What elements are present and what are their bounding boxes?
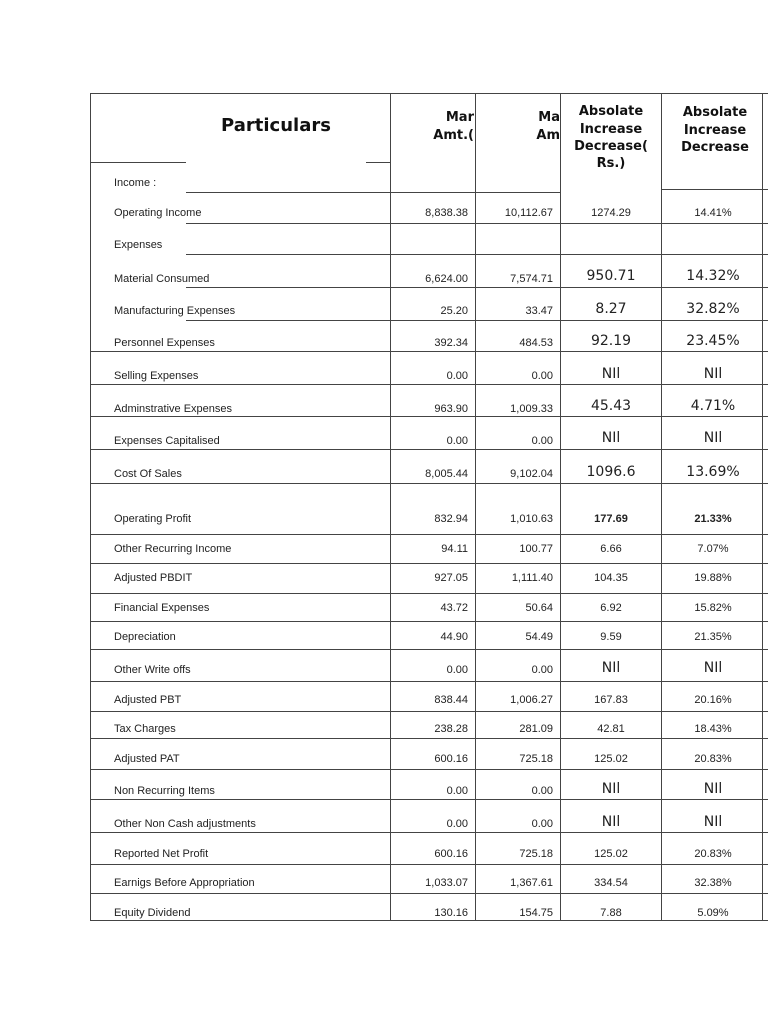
row-line bbox=[186, 223, 768, 224]
row-value-prev: 25.20 bbox=[440, 305, 468, 317]
row-pct-change: 20.16% bbox=[694, 694, 732, 706]
row-label-other-write-offs: Other Write offs bbox=[114, 664, 191, 676]
col3-header-line4: Rs.) bbox=[596, 156, 626, 171]
row-abs-change: NIl bbox=[601, 781, 621, 797]
row-abs-change: 7.88 bbox=[600, 907, 622, 919]
col3-header-line3: Decrease( bbox=[574, 139, 648, 154]
table-top-border bbox=[90, 93, 768, 94]
row-line bbox=[90, 893, 768, 894]
row-label-cost-of-sales: Cost Of Sales bbox=[114, 468, 182, 480]
row-pct-change: 20.83% bbox=[694, 848, 732, 860]
row-value-prev: 43.72 bbox=[440, 602, 468, 614]
row-label-earnings-before-appropriation: Earnigs Before Appropriation bbox=[114, 877, 255, 889]
row-pct-change: 13.69% bbox=[686, 464, 740, 480]
row-abs-change: 6.66 bbox=[600, 543, 622, 555]
row-line bbox=[186, 320, 768, 321]
row-pct-change: NIl bbox=[703, 430, 723, 446]
row-pct-change: NIl bbox=[703, 814, 723, 830]
row-value-curr: 100.77 bbox=[519, 543, 553, 555]
row-label-other-non-cash: Other Non Cash adjustments bbox=[114, 818, 256, 830]
row-line bbox=[90, 621, 768, 622]
particulars-header: Particulars bbox=[221, 115, 331, 136]
row-value-curr: 0.00 bbox=[531, 664, 553, 676]
row-label-administrative: Adminstrative Expenses bbox=[114, 403, 232, 415]
row-line bbox=[90, 351, 768, 352]
row-value-prev: 0.00 bbox=[446, 664, 468, 676]
row-pct-change: 19.88% bbox=[694, 572, 732, 584]
row-value-prev: 0.00 bbox=[446, 818, 468, 830]
row-value-curr: 33.47 bbox=[525, 305, 553, 317]
row-value-curr: 50.64 bbox=[525, 602, 553, 614]
row-pct-change: 7.07% bbox=[697, 543, 729, 555]
row-abs-change: 42.81 bbox=[597, 723, 625, 735]
row-abs-change: 125.02 bbox=[594, 848, 628, 860]
row-value-prev: 1,033.07 bbox=[425, 877, 468, 889]
row-abs-change: NIl bbox=[601, 660, 621, 676]
row-value-curr: 281.09 bbox=[519, 723, 553, 735]
row-label-income: Income : bbox=[114, 177, 157, 189]
row-value-prev: 8,005.44 bbox=[425, 468, 468, 480]
row-pct-change: 21.33% bbox=[694, 513, 732, 525]
row-label-expenses: Expenses bbox=[114, 239, 163, 251]
row-pct-change: 32.82% bbox=[686, 301, 740, 317]
row-line bbox=[90, 711, 768, 712]
row-value-curr: 1,367.61 bbox=[510, 877, 553, 889]
row-abs-change: 125.02 bbox=[594, 753, 628, 765]
row-label-operating-profit: Operating Profit bbox=[114, 513, 192, 525]
header-divider-left bbox=[90, 162, 186, 163]
row-line bbox=[90, 416, 768, 417]
row-value-curr: 7,574.71 bbox=[510, 273, 553, 285]
row-pct-change: 4.71% bbox=[690, 398, 736, 414]
row-abs-change: NIl bbox=[601, 430, 621, 446]
row-abs-change: NIl bbox=[601, 366, 621, 382]
row-value-prev: 0.00 bbox=[446, 785, 468, 797]
row-label-personnel: Personnel Expenses bbox=[114, 337, 215, 349]
row-label-manufacturing: Manufacturing Expenses bbox=[114, 305, 236, 317]
row-line bbox=[90, 449, 768, 450]
row-label-financial-expenses: Financial Expenses bbox=[114, 602, 210, 614]
row-abs-change: 8.27 bbox=[595, 301, 627, 317]
row-value-curr: 484.53 bbox=[519, 337, 553, 349]
row-pct-change: NIl bbox=[703, 781, 723, 797]
row-value-prev: 238.28 bbox=[434, 723, 468, 735]
row-pct-change: 32.38% bbox=[694, 877, 732, 889]
row-value-prev: 0.00 bbox=[446, 370, 468, 382]
row-value-prev: 832.94 bbox=[434, 513, 468, 525]
row-value-prev: 94.11 bbox=[441, 543, 468, 555]
row-abs-change: 950.71 bbox=[586, 268, 636, 284]
row-abs-change: 1274.29 bbox=[591, 207, 631, 219]
table-bottom-border bbox=[90, 920, 768, 921]
col3-header-line1: Absolate bbox=[578, 104, 644, 119]
row-label-operating-income: Operating Income bbox=[114, 207, 202, 219]
row-value-curr: 9,102.04 bbox=[510, 468, 553, 480]
table-left-border bbox=[90, 93, 91, 921]
row-value-curr: 1,006.27 bbox=[510, 694, 553, 706]
row-value-curr: 10,112.67 bbox=[504, 207, 553, 219]
row-pct-change: 5.09% bbox=[697, 907, 729, 919]
header-divider-col4 bbox=[661, 189, 768, 190]
row-value-curr: 54.49 bbox=[525, 631, 553, 643]
row-label-adjusted-pbt: Adjusted PBT bbox=[114, 694, 182, 706]
col2-header-line1: Ma bbox=[538, 110, 560, 125]
row-pct-change: 20.83% bbox=[694, 753, 732, 765]
row-abs-change: 6.92 bbox=[600, 602, 622, 614]
row-label-equity-dividend: Equity Dividend bbox=[114, 907, 191, 919]
row-value-curr: 1,009.33 bbox=[510, 403, 553, 415]
row-abs-change: NIl bbox=[601, 814, 621, 830]
row-value-curr: 1,010.63 bbox=[510, 513, 553, 525]
col4-header-line3: Decrease bbox=[681, 140, 749, 155]
row-pct-change: 23.45% bbox=[686, 333, 740, 349]
row-pct-change: 14.32% bbox=[686, 268, 740, 284]
row-label-material: Material Consumed bbox=[114, 273, 210, 285]
col4-header-line2: Increase bbox=[683, 123, 747, 138]
row-value-prev: 600.16 bbox=[434, 753, 468, 765]
row-line bbox=[186, 192, 561, 193]
row-line bbox=[90, 534, 768, 535]
row-line bbox=[90, 649, 768, 650]
row-pct-change: 18.43% bbox=[694, 723, 732, 735]
col1-header-line1: Mar bbox=[445, 110, 474, 125]
row-line bbox=[90, 738, 768, 739]
row-line bbox=[90, 769, 768, 770]
row-label-selling: Selling Expenses bbox=[114, 370, 199, 382]
row-line bbox=[90, 384, 768, 385]
row-line bbox=[186, 287, 768, 288]
row-pct-change: 21.35% bbox=[694, 631, 732, 643]
row-value-prev: 6,624.00 bbox=[425, 273, 468, 285]
col1-header-line2: Amt.( bbox=[433, 128, 474, 143]
row-value-curr: 154.75 bbox=[519, 907, 553, 919]
row-abs-change: 104.35 bbox=[594, 572, 628, 584]
row-line bbox=[90, 799, 768, 800]
row-value-curr: 0.00 bbox=[531, 785, 553, 797]
row-label-non-recurring-items: Non Recurring Items bbox=[114, 785, 215, 797]
row-line bbox=[90, 864, 768, 865]
row-abs-change: 334.54 bbox=[594, 877, 628, 889]
row-value-prev: 927.05 bbox=[434, 572, 468, 584]
row-value-curr: 0.00 bbox=[531, 435, 553, 447]
row-line bbox=[186, 254, 768, 255]
row-value-curr: 0.00 bbox=[531, 818, 553, 830]
header-divider-mid bbox=[366, 162, 390, 163]
row-abs-change: 1096.6 bbox=[586, 464, 636, 480]
row-label-reported-net-profit: Reported Net Profit bbox=[114, 848, 209, 860]
row-line bbox=[90, 483, 768, 484]
row-pct-change: 14.41% bbox=[694, 207, 732, 219]
col3-header-line2: Increase bbox=[579, 122, 643, 137]
row-value-curr: 725.18 bbox=[519, 848, 553, 860]
row-abs-change: 45.43 bbox=[590, 398, 632, 414]
row-value-prev: 838.44 bbox=[434, 694, 468, 706]
row-value-prev: 0.00 bbox=[446, 435, 468, 447]
col4-header-line1: Absolate bbox=[682, 105, 748, 120]
financial-table bbox=[90, 93, 768, 921]
col2-header-line2: Am bbox=[536, 128, 560, 143]
row-label-other-recurring-income: Other Recurring Income bbox=[114, 543, 232, 555]
row-line bbox=[90, 681, 768, 682]
row-value-prev: 8,838.38 bbox=[425, 207, 468, 219]
row-label-depreciation: Depreciation bbox=[114, 631, 176, 643]
row-value-curr: 0.00 bbox=[531, 370, 553, 382]
row-value-curr: 1,111.40 bbox=[511, 572, 553, 584]
row-value-prev: 130.16 bbox=[434, 907, 468, 919]
row-pct-change: NIl bbox=[703, 660, 723, 676]
row-label-tax-charges: Tax Charges bbox=[114, 723, 176, 735]
row-line bbox=[90, 563, 768, 564]
row-abs-change: 92.19 bbox=[590, 333, 632, 349]
row-value-curr: 725.18 bbox=[519, 753, 553, 765]
row-value-prev: 600.16 bbox=[434, 848, 468, 860]
row-pct-change: 15.82% bbox=[694, 602, 732, 614]
row-label-capitalised: Expenses Capitalised bbox=[114, 435, 220, 447]
row-line bbox=[90, 593, 768, 594]
row-abs-change: 9.59 bbox=[600, 631, 622, 643]
row-label-adjusted-pat: Adjusted PAT bbox=[114, 753, 180, 765]
row-value-prev: 963.90 bbox=[434, 403, 468, 415]
row-label-adjusted-pbdit: Adjusted PBDIT bbox=[114, 572, 193, 584]
row-line bbox=[90, 832, 768, 833]
row-pct-change: NIl bbox=[703, 366, 723, 382]
row-abs-change: 177.69 bbox=[594, 513, 628, 525]
row-value-prev: 392.34 bbox=[434, 337, 468, 349]
row-value-prev: 44.90 bbox=[440, 631, 468, 643]
row-abs-change: 167.83 bbox=[594, 694, 628, 706]
